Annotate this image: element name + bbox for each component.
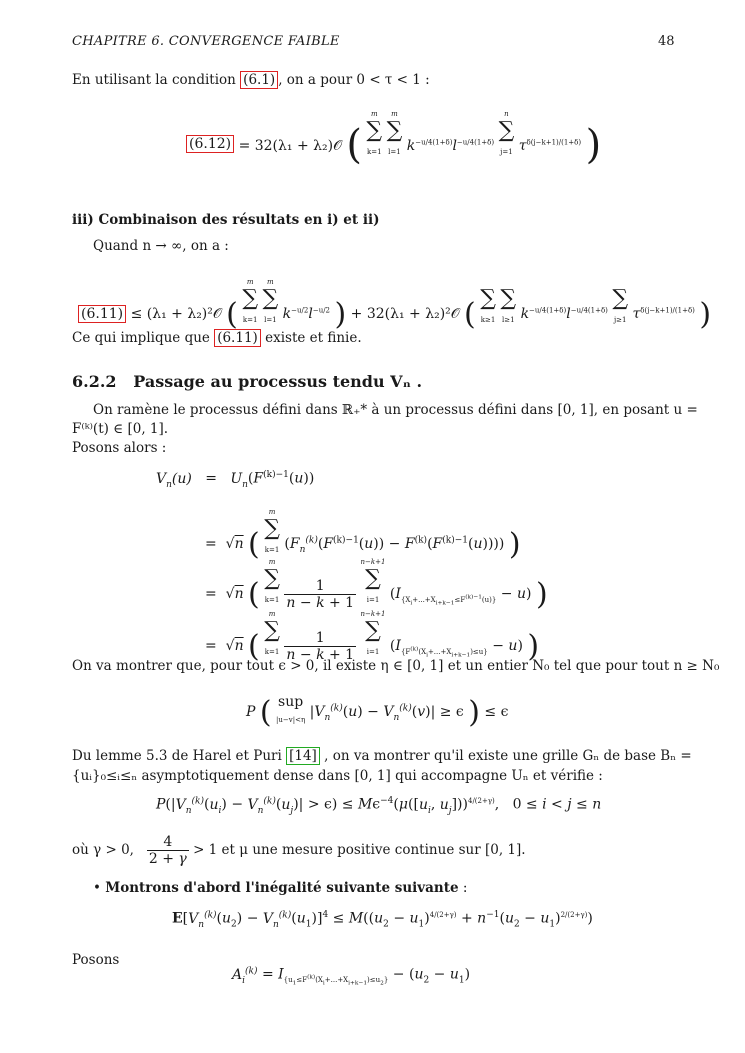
bullet-item: • Montrons d'abord l'inégalité suivante suivante : <box>93 880 468 896</box>
equation-expectation: $E[V_n^{(k)}(u_2) - V_n^{(k)}(u_1)]^4 \le M((u_2 - u_1)^{4/(2+\gamma)} + n^{-1}(u_2 - u_1)^{2/(2+\gamma)})$ <box>172 910 593 930</box>
paragraph: Quand n → ∞, on a : <box>93 238 229 254</box>
paragraph: F⁽ᵏ⁾(t) ∈ [0, 1]. <box>72 421 169 437</box>
paragraph: Posons <box>72 952 120 968</box>
equation-prob-sup: P ( sup |u−v|<η $|V_n^{(k)}(u) - V_n^{(k)}(v)| \ge \epsilon$ ) ≤ ϵ <box>246 694 509 730</box>
page-number: 48 <box>658 34 675 49</box>
equation-ai-def: $A_i^{(k)} = I_{\{u_1\le F^{(k)}(X_i+...+X_{i+k-1})\le u_2\}} - (u_2 - u_1)$ <box>232 966 471 987</box>
equation-vn-line1: $V_n(u) = U_n(F^{(k)-1}(u))$ <box>156 470 315 490</box>
equation-6-12: (6.12) = 32(λ₁ + λ₂)𝒪 ( m ∑ k=1 m ∑ l=1 $k^{-u/4(1+\delta)}l^{-u/4(1+\delta)}$ n ∑ j=1 $\tau^{\delta(j-k+1)/(1+\delta)}$ ) <box>186 100 601 160</box>
section-heading: 6.2.2 Passage au processus tendu Vₙ . <box>72 372 423 391</box>
paragraph: Ce qui implique que (6.11) existe et finie. <box>72 330 362 346</box>
subsection-title: iii) Combinaison des résultats en i) et ii) <box>72 212 380 228</box>
paragraph: On ramène le processus défini dans ℝ₊* à un processus défini dans [0, 1], en posant u = <box>93 402 698 418</box>
paragraph: où γ > 0, $\frac{4}{2 + \gamma}$ > 1 et μ une mesure positive continue sur [0, 1]. <box>72 834 526 867</box>
equation-combined: (6.11) ≤ (λ₁ + λ₂)²𝒪 ( m ∑ k=1 m ∑ l=1 $k^{-u/2}l^{-u/2}$ ) + 32(λ₁ + λ₂)²𝒪 ( ∑ k≥1 ∑ l≥1 $k^{-u/4(1+\delta)}l^{-u/4(1+\delta)}$ ∑ j≥1 $\tau^{\delta(j-k+1)/(1+\delta)}$ ) <box>78 268 711 324</box>
paragraph: En utilisant la condition (6.1) , on a pour 0 < τ < 1 : <box>72 72 430 88</box>
equation-ref-link[interactable]: (6.12) <box>186 135 234 153</box>
equation-ref-link[interactable]: (6.11) <box>78 305 126 323</box>
paragraph: {uᵢ}₀≤ᵢ≤ₙ asymptotiquement dense dans [0, 1] qui accompagne Uₙ et vérifie : <box>72 768 603 784</box>
paragraph: Du lemme 5.3 de Harel et Puri [14] , on va montrer qu'il existe une grille Gₙ de base Bₙ = <box>72 748 692 764</box>
equation-vn-line4: = √n ( m ∑ k=1 $\frac{1}{n - k + 1}$ n−k+1 ∑ i=1 $(I_{\{F^{(k)}(X_i+...+X_{i+k-1})\le u\}} - u)$ ) <box>205 610 540 664</box>
paragraph: On va montrer que, pour tout ϵ > 0, il existe η ∈ [0, 1] et un entier N₀ tel que pour tout n ≥ N₀ <box>72 658 720 674</box>
paragraph: Posons alors : <box>72 440 167 456</box>
bullet-icon: • <box>93 880 101 896</box>
equation-vn-line3: = √n ( m ∑ k=1 $\frac{1}{n - k + 1}$ n−k+1 ∑ i=1 $(I_{\{X_i+...+X_{i+k-1}\le F^{(k)-1}(u)\}} - u)$ ) <box>205 558 548 612</box>
running-header: CHAPITRE 6. CONVERGENCE FAIBLE <box>72 34 340 49</box>
citation-link[interactable]: [14] <box>286 747 320 765</box>
equation-grid-ineq: $P(|V_n^{(k)}(u_i) - V_n^{(k)}(u_j)| > \epsilon) \le M\epsilon^{-4}(\mu([u_i$, $u_j]))^{4/(2+\gamma)}$, 0 ≤ i < j ≤ n <box>156 796 602 816</box>
equation-vn-line2: = √n ( m ∑ k=1 $(F_n^{(k)}(F^{(k)-1}(u)) - F^{(k)}(F^{(k)-1}(u)))$) ) <box>205 508 521 562</box>
equation-ref-link[interactable]: (6.11) <box>214 329 261 347</box>
equation-ref-link[interactable]: (6.1) <box>240 71 278 89</box>
